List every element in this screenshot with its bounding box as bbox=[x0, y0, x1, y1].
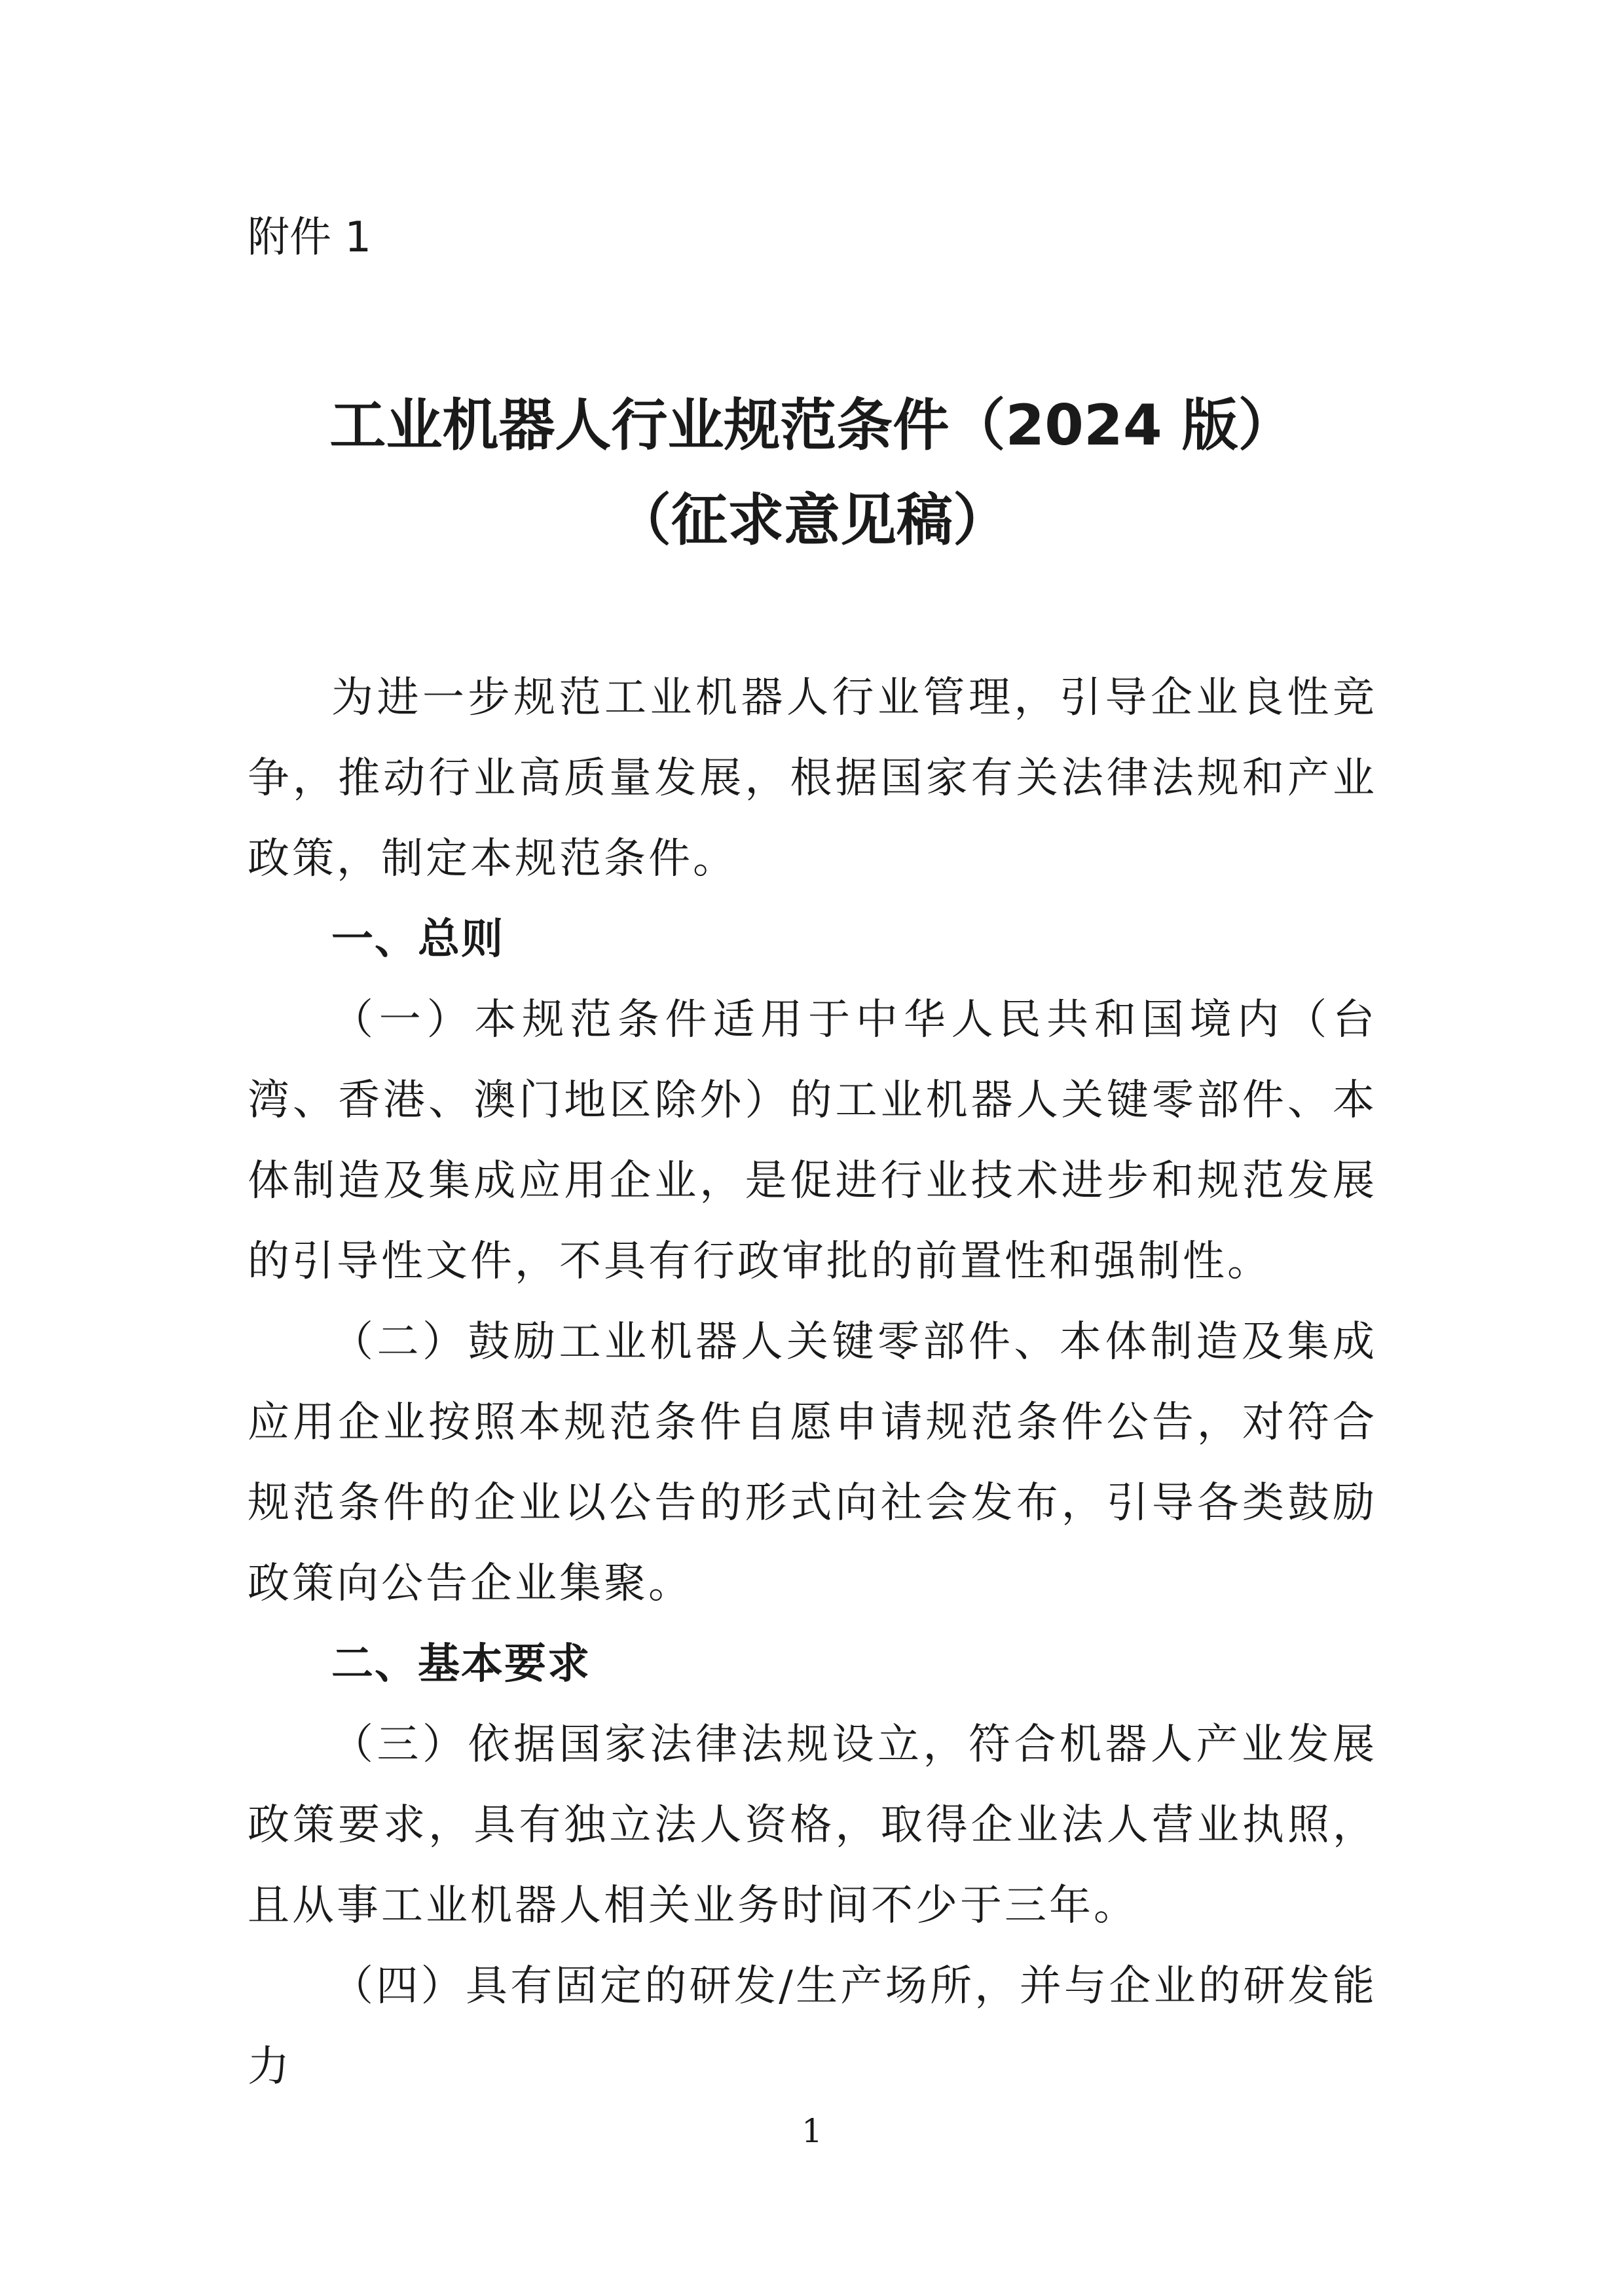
section-heading-basic-requirements: 二、基本要求 bbox=[331, 1640, 591, 1688]
document-subtitle: （征求意见稿） bbox=[615, 488, 1009, 553]
clause-3: （三）依据国家法律法规设立，符合机器人产业发展政策要求，具有独立法人资格，取得企业法人营业执照，且从事工业机器人相关业务时间不少于三年。 bbox=[248, 1721, 1377, 1930]
clause-4: （四）具有固定的研发/生产场所，并与企业的研发能力 bbox=[248, 1962, 1377, 2091]
clause-1: （一）本规范条件适用于中华人民共和国境内（台湾、香港、澳门地区除外）的工业机器人关键零部件、本体制造及集成应用企业，是促进行业技术进步和规范发展的引导性文件，不具有行政审批的前置性和强制性。 bbox=[248, 996, 1377, 1286]
clause-2: （二）鼓励工业机器人关键零部件、本体制造及集成应用企业按照本规范条件自愿申请规范条件公告，对符合规范条件的企业以公告的形式向社会发布，引导各类鼓励政策向公告企业集聚。 bbox=[248, 1318, 1377, 1608]
attachment-label: 附件 1 bbox=[248, 213, 372, 262]
section-heading-general: 一、总则 bbox=[331, 915, 504, 964]
document-title: 工业机器人行业规范条件（2024 版） bbox=[329, 393, 1295, 458]
intro-paragraph: 为进一步规范工业机器人行业管理，引导企业良性竞争，推动行业高质量发展，根据国家有关法律法规和产业政策，制定本规范条件。 bbox=[248, 674, 1377, 883]
document-body bbox=[248, 658, 1377, 2107]
page-number: 1 bbox=[802, 2112, 822, 2150]
